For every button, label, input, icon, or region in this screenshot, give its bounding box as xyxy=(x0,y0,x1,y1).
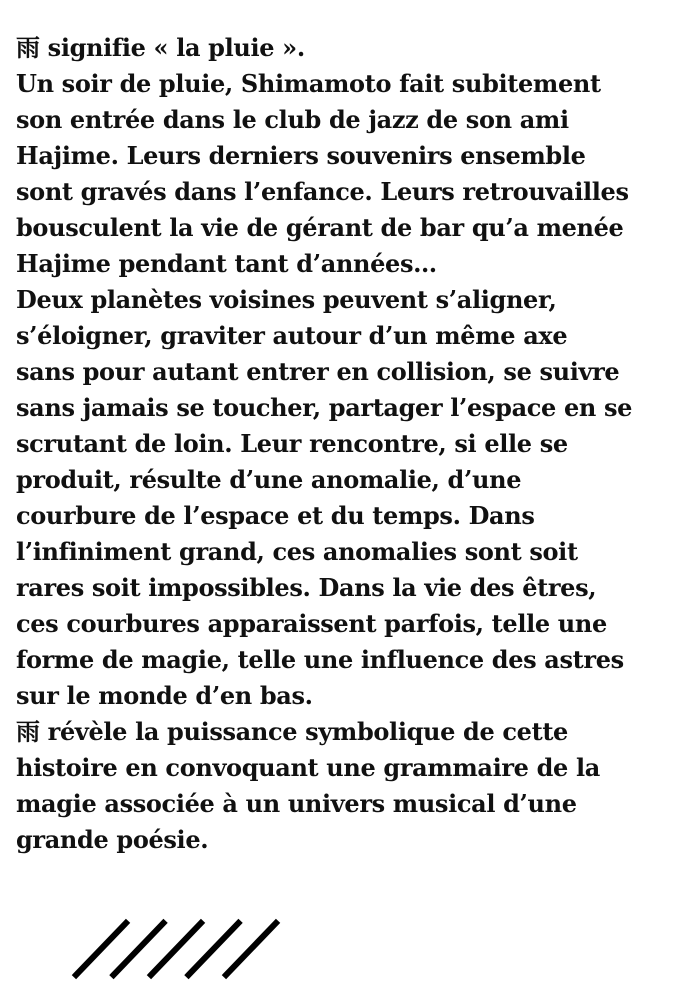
text-line: histoire en convoquant une grammaire de la xyxy=(16,753,600,782)
reflection-paragraph xyxy=(16,282,664,714)
intro-paragraph xyxy=(16,30,664,66)
text-line: Deux planètes voisines peuvent s’aligner, xyxy=(16,285,557,314)
text-line: l’infiniment grand, ces anomalies sont soit xyxy=(16,537,578,566)
text-line: sans pour autant entrer en collision, se suivre xyxy=(16,357,620,386)
text-line: rares soit impossibles. Dans la vie des êtres, xyxy=(16,573,597,602)
text-line: Hajime pendant tant d’années… xyxy=(16,249,437,278)
description-text xyxy=(16,30,664,858)
text-line: sans jamais se toucher, partager l’espace en se xyxy=(16,393,633,422)
text-line: scrutant de loin. Leur rencontre, si elle se xyxy=(16,429,568,458)
text-line: 雨 signifie « la pluie ». xyxy=(16,33,305,62)
text-line: bousculent la vie de gérant de bar qu’a menée xyxy=(16,213,624,242)
diagonal-slashes-icon xyxy=(70,918,290,980)
text-line: produit, résulte d’une anomalie, d’une xyxy=(16,465,522,494)
text-line: sont gravés dans l’enfance. Leurs retrouvailles xyxy=(16,177,629,206)
text-line: Un soir de pluie, Shimamoto fait subitement xyxy=(16,69,601,98)
text-line: sur le monde d’en bas. xyxy=(16,681,313,710)
text-line: grande poésie. xyxy=(16,825,209,854)
text-line: 雨 révèle la puissance symbolique de cette xyxy=(16,717,568,746)
synopsis-paragraph xyxy=(16,66,664,282)
text-line: courbure de l’espace et du temps. Dans xyxy=(16,501,535,530)
text-line: ces courbures apparaissent parfois, telle une xyxy=(16,609,607,638)
conclusion-paragraph xyxy=(16,714,664,858)
text-line: son entrée dans le club de jazz de son ami xyxy=(16,105,569,134)
text-line: forme de magie, telle une influence des astres xyxy=(16,645,624,674)
text-line: Hajime. Leurs derniers souvenirs ensemble xyxy=(16,141,586,170)
text-line: s’éloigner, graviter autour d’un même axe xyxy=(16,321,568,350)
text-line: magie associée à un univers musical d’une xyxy=(16,789,577,818)
